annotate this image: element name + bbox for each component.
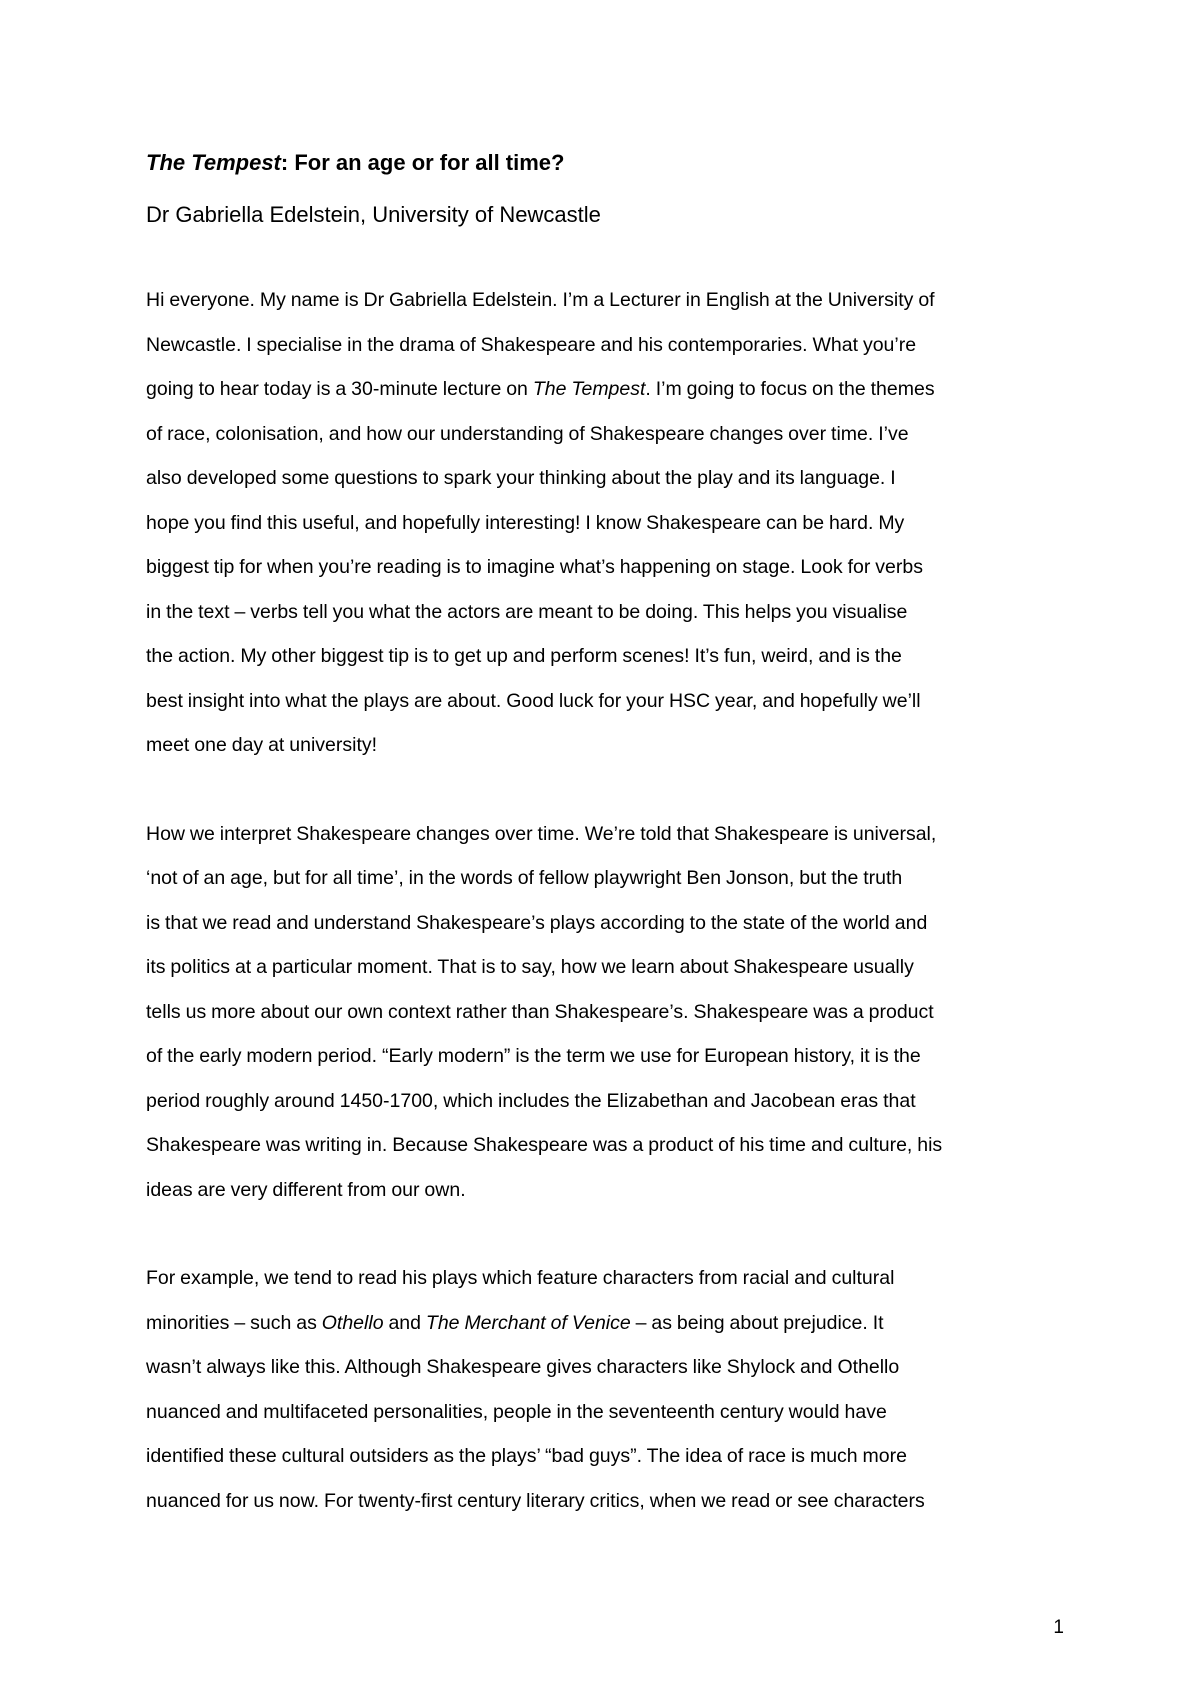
text-line: biggest tip for when you’re reading is to imagine what’s happening on stage. Look for verbs [146, 556, 923, 578]
text-line: of the early modern period. “Early modern” is the term we use for European history, it is the [146, 1045, 921, 1067]
text-line: ideas are very different from our own. [146, 1178, 466, 1201]
play-title-italic: The Tempest [532, 378, 646, 400]
text-line: Shakespeare was writing in. Because Shakespeare was a product of his time and culture, his [146, 1134, 943, 1156]
text-segment: and [383, 1311, 426, 1334]
text-line: How we interpret Shakespeare changes over time. We’re told that Shakespeare is universal, [146, 822, 937, 845]
text-line: nuanced for us now. For twenty-first century literary critics, when we read or see characters [146, 1489, 925, 1512]
text-line: the action. My other biggest tip is to get up and perform scenes! It’s fun, weird, and is the [146, 645, 902, 667]
text-line: ‘not of an age, but for all time’, in the words of fellow playwright Ben Jonson, but the truth [146, 867, 903, 889]
text-segment: minorities – such as [146, 1311, 322, 1334]
text-segment: . I’m going to focus on the themes [645, 378, 935, 400]
play-title-italic: Othello [321, 1311, 384, 1334]
document-title [146, 148, 1066, 178]
text-line: also developed some questions to spark your thinking about the play and its language. I [146, 467, 896, 489]
text-line: best insight into what the plays are about. Good luck for your HSC year, and hopefully we’ll [146, 689, 921, 712]
text-line: nuanced and multifaceted personalities, people in the seventeenth century would have [146, 1400, 887, 1423]
text-line: tells us more about our own context rather than Shakespeare’s. Shakespeare was a product [146, 1000, 934, 1023]
text-line: in the text – verbs tell you what the actors are meant to be doing. This helps you visualise [146, 600, 908, 623]
document-body [146, 148, 1066, 1523]
paragraph-2 [146, 812, 1066, 1213]
text-line: Hi everyone. My name is Dr Gabriella Edelstein. I’m a Lecturer in English at the University of [146, 289, 935, 311]
text-line: For example, we tend to read his plays which feature characters from racial and cultural [146, 1267, 895, 1289]
play-title-italic: The Merchant of Venice [425, 1311, 631, 1334]
text-line [146, 367, 1066, 412]
text-line: wasn’t always like this. Although Shakespeare gives characters like Shylock and Othello [146, 1356, 900, 1378]
text-line: Newcastle. I specialise in the drama of Shakespeare and his contemporaries. What you’re [146, 333, 917, 356]
text-segment: – as being about prejudice. It [630, 1311, 884, 1334]
text-line [146, 1301, 1066, 1346]
paragraph-3 [146, 1256, 1066, 1523]
text-line: of race, colonisation, and how our understanding of Shakespeare changes over time. I’ve [146, 422, 909, 445]
text-line: meet one day at university! [146, 734, 378, 756]
author-line: Dr Gabriella Edelstein, University of Newcastle [146, 202, 601, 227]
text-line: identified these cultural outsiders as the plays’ “bad guys”. The idea of race is much more [146, 1445, 907, 1467]
text-segment: going to hear today is a 30-minute lecture on [146, 378, 533, 400]
text-line: is that we read and understand Shakespeare’s plays according to the state of the world and [146, 911, 928, 934]
text-line: period roughly around 1450-1700, which includes the Elizabethan and Jacobean eras that [146, 1089, 916, 1112]
title-rest: : For an age or for all time? [280, 150, 565, 175]
page-number: 1 [1053, 1617, 1064, 1638]
title-italic-part: The Tempest [146, 150, 281, 175]
text-line: hope you find this useful, and hopefully interesting! I know Shakespeare can be hard. My [146, 511, 905, 534]
paragraph-1 [146, 278, 1066, 768]
text-line: its politics at a particular moment. That is to say, how we learn about Shakespeare usually [146, 956, 914, 978]
